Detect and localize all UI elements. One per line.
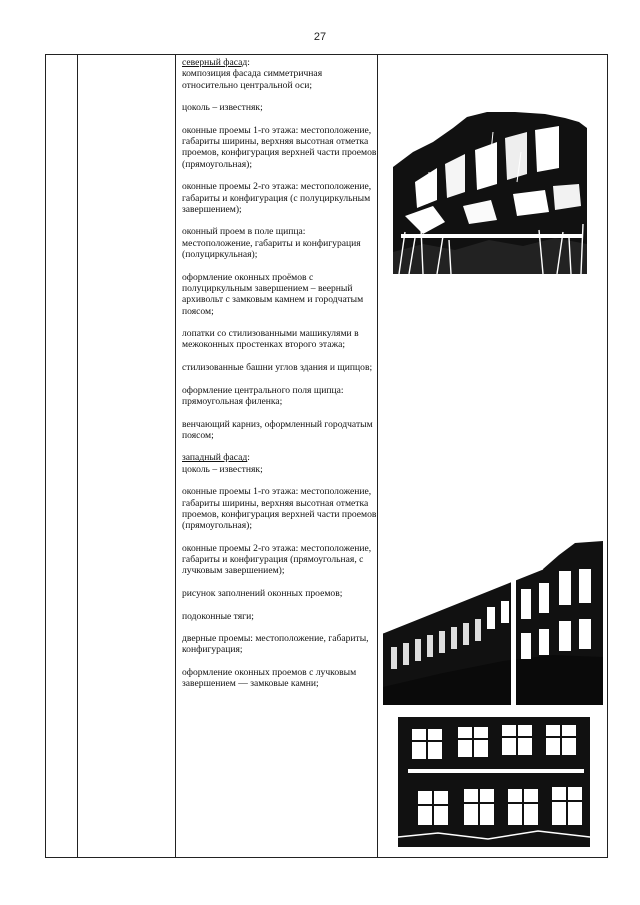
north-facade-item: композиция фасада симметричная относительно центральной оси; — [182, 68, 323, 91]
north-facade-item: цоколь – известняк; — [182, 102, 263, 114]
north-facade-item: оконный проем в поле щипца: местоположение, габариты и конфигурация (полуциркульная); — [182, 226, 361, 261]
page-number: 27 — [313, 31, 327, 43]
north-facade-item: стилизованные башни углов здания и щипцов; — [182, 362, 373, 374]
column-divider — [77, 55, 78, 857]
west-facade-block: западный фасад: цоколь – известняк; оконные проемы 1-го этажа: местоположение, габариты ширины, верхняя высотная отметка проемов, конфигурация верхней части проемов (прямоугольная); оконные проемы 2-го этажа: местоположение, габариты и конфигурация (прямоугольная, с лучковым завершением); рисунок заполнений оконных проемов; подоконные тяги; дверные проемы: местоположение, габариты, конфигурация; оформление оконных проемов с лучковым завершением — замковые камни; — [182, 452, 377, 690]
west-facade-photo — [383, 537, 603, 705]
west-facade-item: дверные проемы: местоположение, габариты, конфигурация; — [182, 633, 369, 656]
north-facade-item: оформление центрального поля щипца: прямоугольная филенка; — [182, 384, 344, 407]
north-facade-item: оконные проемы 2-го этажа: местоположение, габариты и конфигурация (с полуциркульным завершением); — [182, 181, 372, 215]
column-divider — [175, 55, 176, 857]
north-facade-heading: северный фасад — [182, 57, 248, 68]
west-facade-heading: западный фасад — [182, 452, 248, 464]
column-divider — [377, 55, 378, 857]
west-facade-item: оконные проемы 1-го этажа: местоположение, габариты ширины, верхняя высотная отметка проемов, конфигурация верхней части проемов (прямоугольная); — [182, 486, 377, 532]
west-facade-item: цоколь – известняк; — [182, 463, 263, 475]
west-facade-item: подоконные тяги; — [182, 610, 254, 622]
west-facade-item: рисунок заполнений оконных проемов; — [182, 587, 343, 599]
north-facade-photo — [393, 112, 587, 274]
facade-description — [182, 57, 377, 701]
north-facade-item: оформление оконных проёмов с полуциркульным завершением – веерный архивольт с замковым камнем и городчатым поясом; — [182, 271, 364, 317]
north-facade-item: оконные проемы 1-го этажа: местоположение, габариты ширины, верхняя высотная отметка проемов, конфигурация верхней части проемов (прямоугольная); — [182, 124, 377, 170]
north-facade-item: лопатки со стилизованными машикулями в межоконных простенках второго этажа; — [182, 328, 359, 351]
west-facade-item: оформление оконных проемов с лучковым завершением — замковые камни; — [182, 667, 357, 690]
west-facade-item: оконные проемы 2-го этажа: местоположение, габариты и конфигурация (прямоугольная, с лучковым завершением); — [182, 542, 372, 577]
facade-table — [45, 54, 608, 858]
window-detail-photo — [398, 717, 590, 847]
north-facade-item: венчающий карниз, оформленный городчатым поясом; — [182, 418, 373, 441]
north-facade-block: северный фасад: композиция фасада симметричная относительно центральной оси; цоколь – известняк; оконные проемы 1-го этажа: местоположение, габариты ширины, верхняя высотная отметка проемов, конфигурация верхней части проемов (прямоугольная); оконные проемы 2-го этажа: местоположение, габариты и конфигурация (с полуциркульным завершением); оконный проем в поле щипца: местоположение, габариты и конфигурация (полуциркульная); оформление оконных проёмов с полуциркульным завершением – веерный архивольт с замковым камнем и городчатым поясом; лопатки со стилизованными машикулями в межоконных простенках второго этажа; стилизованные башни углов здания и щипцов; оформление центрального поля щипца: прямоугольная филенка; венчающий карниз, оформленный городчатым поясом; — [182, 57, 377, 441]
